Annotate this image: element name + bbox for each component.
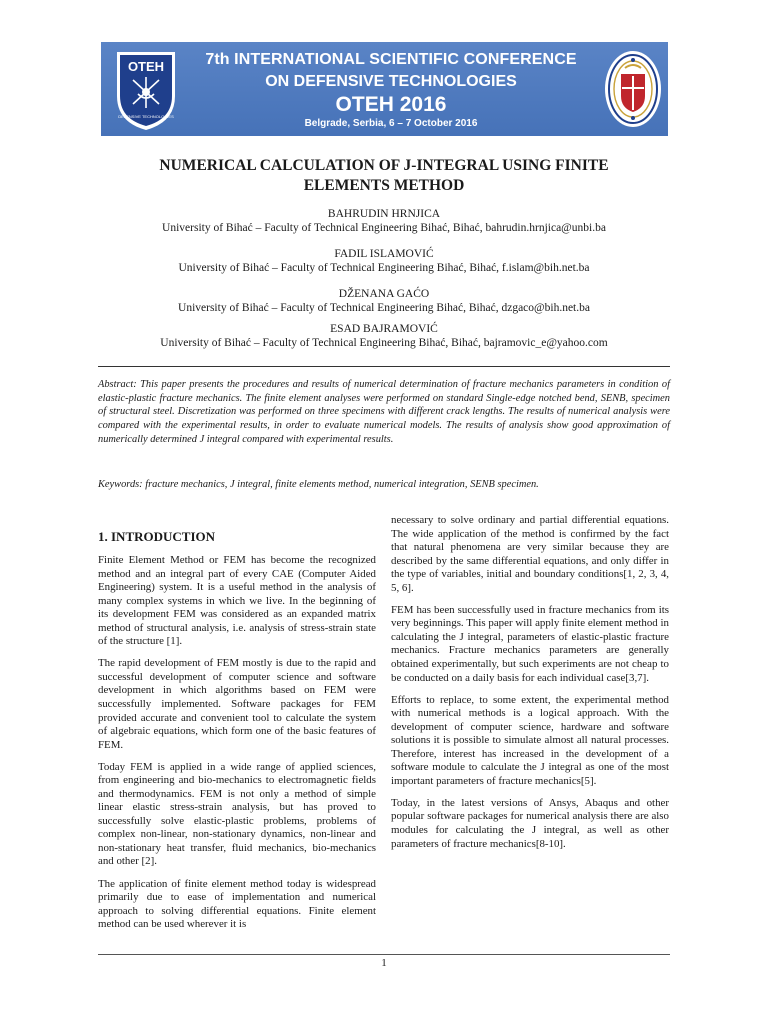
paragraph: Efforts to replace, to some extent, the experimental method with numerical methods is a logical approach. With the development of computer science, hardware and software solutions it is possible to simulate almost all natural processes. Therefore, interest has increased in the development of a software module to calculate the J integral as one of the most important parameters of fracture mechanics[5].: [391, 693, 669, 787]
paper-title-line-1: NUMERICAL CALCULATION OF J-INTEGRAL USING FINITE: [159, 157, 609, 174]
abstract: Abstract: This paper presents the procedures and results of numerical determination of fracture mechanics parameters in condition of elastic-plastic fracture mechanics. The finite element analyses were performed on standard Single-edge notched bend, SENB, specimen of structural steel. Discretization was performed on three specimens with different crack lengths. The results of numerical analysis were compared with the experimental results, in order to evaluate numerical models. The results of analysis show good approximation of numerically determined J integral compared with experimental results.: [98, 379, 670, 445]
header-divider: [98, 366, 670, 367]
section-heading: 1. INTRODUCTION: [98, 529, 216, 544]
logo-left-ring: DEFENSIVE TECHNOLOGIES: [118, 114, 174, 119]
banner-line-1: 7th INTERNATIONAL SCIENTIFIC CONFERENCE: [205, 51, 577, 68]
author-affiliation: University of Bihać – Faculty of Technical Engineering Bihać, Bihać, f.islam@bih.net.ba: [178, 262, 590, 274]
left-column: [98, 514, 376, 940]
banner-line-2: ON DEFENSIVE TECHNOLOGIES: [265, 73, 517, 90]
keywords: Keywords: fracture mechanics, J integral, finite elements method, numerical integration, SENB specimen.: [98, 479, 539, 490]
paper-title: [100, 156, 668, 196]
paragraph: Finite Element Method or FEM has become the recognized method and an integral part of every CAE (Computer Aided Engineering) system. It is a useful method in the analysis of many complex systems in which we live. In the beginning of its development FEM was considered as an expanded matrix method of structural analysis, i.e. analysis of stress-strain state of the structure [1].: [98, 554, 376, 648]
paragraph: The application of finite element method today is widespread primarily due to ease of implementation and numerical approach to solving differential equations. Finite element method can be used wherever it is: [98, 877, 376, 931]
banner-line-4: Belgrade, Serbia, 6 – 7 October 2016: [304, 118, 478, 129]
author-name: BAHRUDIN HRNJICA: [327, 208, 441, 220]
military-seal-icon: [603, 48, 663, 130]
author-affiliation: University of Bihać – Faculty of Technical Engineering Bihać, Bihać, bahrudin.hrnjica@unbi.ba: [162, 222, 606, 234]
author-name: ESAD BAJRAMOVIĆ: [330, 323, 438, 335]
footer-divider: [98, 954, 670, 955]
banner-line-3: OTEH 2016: [335, 93, 447, 116]
paragraph: Today FEM is applied in a wide range of applied sciences, from engineering and bio-mechanics to electromagnetic fields and thermodynamics. FEM is not only a method of simple linear elastic stress-strain analysis, but has proved to successfully solve elastic-plastic problems, problems of complex non-linear, non-stationary dynamics, non-linear and non-stationary heat transfer, fluid mechanics, bio-mechanics and other [2].: [98, 760, 376, 868]
author-affiliation: University of Bihać – Faculty of Technical Engineering Bihać, Bihać, dzgaco@bih.net.ba: [178, 302, 590, 314]
right-column: [391, 514, 669, 860]
paragraph: FEM has been successfully used in fracture mechanics from its very beginnings. This paper will apply finite element method in calculating the J integral, parameters of elastic-plastic fracture mechanics. Fracture mechanics parameters are generally obtained experimentally, but such experiments are not cheap to be conducted on a daily basis for each individual case[3,7].: [391, 603, 669, 684]
author-name: DŽENANA GAĆO: [338, 288, 430, 300]
logo-left-text: OTEH: [127, 59, 165, 74]
paragraph: necessary to solve ordinary and partial differential equations. The wide application of the method is confirmed by the fact that natural phenomena are very similar because they are described by the same differential equations, and only differ in the type of variables, initial and boundary conditions[1, 2, 3, 4, 5, 6].: [391, 514, 669, 594]
page-number: 1: [381, 957, 387, 969]
author-affiliation: University of Bihać – Faculty of Technical Engineering Bihać, Bihać, bajramovic_e@yahoo.com: [160, 337, 608, 349]
paper-title-line-2: ELEMENTS METHOD: [303, 177, 465, 194]
paragraph: Today, in the latest versions of Ansys, Abaqus and other popular software packages for numerical analysis there are also modules for calculating the J integral, as well as other parameters of fracture mechanics[8-10].: [391, 796, 669, 850]
oteh-logo-icon: [113, 46, 179, 132]
conference-banner: [101, 42, 668, 136]
paragraph: The rapid development of FEM mostly is due to the rapid and successful development of computer science and software development in which algorithms based on FEM were successfully implemented. Software packages for FEM provided accurate and convenient tool to calculate the system of algebraic equations, which form one of the basic features of FEM.: [98, 657, 376, 751]
author-name: FADIL ISLAMOVIĆ: [334, 248, 434, 260]
